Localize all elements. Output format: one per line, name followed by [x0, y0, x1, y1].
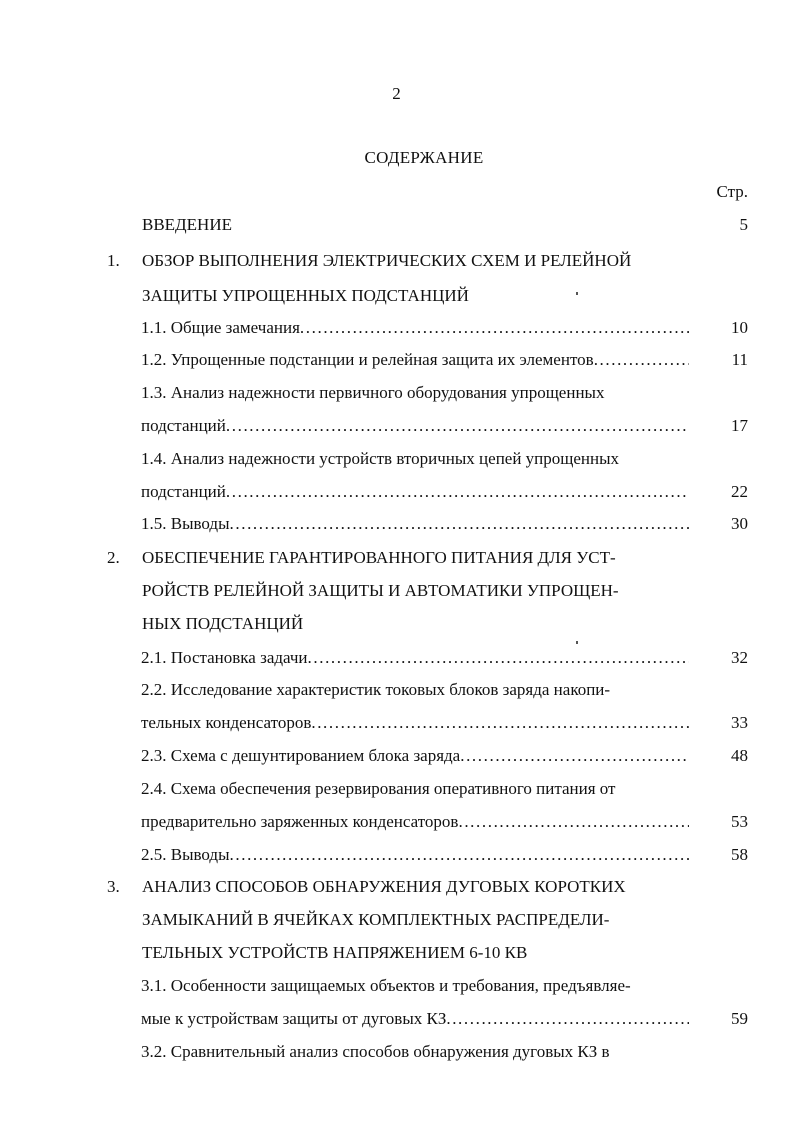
entry-text: 2.5. Выводы: [141, 845, 230, 864]
toc-entry-3-1: [0, 975, 793, 997]
leader-line: [141, 481, 689, 503]
toc-section-2: [0, 547, 793, 569]
toc-section-2-cont2: [0, 613, 793, 635]
page-column-header: Стр.: [716, 182, 748, 201]
dot-leader: [230, 513, 689, 535]
toc-entry-3-2: [0, 1041, 793, 1063]
entry-text-line1: 1.4. Анализ надежности устройств вторичных цепей упрощенных: [141, 449, 620, 468]
entry-text: 1.1. Общие замечания: [141, 318, 300, 337]
leader-line: [141, 317, 689, 339]
entry-page: 30: [731, 514, 748, 533]
entry-text: 1.2. Упрощенные подстанции и релейная защита их элементов: [141, 350, 594, 369]
dot-leader: [458, 811, 689, 833]
dot-leader: [460, 745, 689, 767]
entry-text-line1: 3.2. Сравнительный анализ способов обнаружения дуговых КЗ в: [141, 1042, 610, 1061]
toc-entry-2-4: [0, 778, 793, 800]
section-number: 1.: [107, 251, 120, 270]
leader-line: [141, 647, 689, 669]
leader-line: [141, 712, 689, 734]
toc-title: СОДЕРЖАНИЕ: [364, 148, 484, 167]
dot-leader: [594, 349, 689, 371]
dot-leader: [226, 481, 689, 503]
section-title-line3: НЫХ ПОДСТАНЦИЙ: [142, 614, 304, 633]
toc-section-3-cont: [0, 909, 793, 931]
entry-page: 59: [731, 1009, 748, 1028]
toc-entry-2-2: [0, 679, 793, 701]
toc-entry-1-2: [0, 349, 793, 371]
toc-entry-1-1: [0, 317, 793, 339]
entry-page: 10: [731, 318, 748, 337]
section-title-line1: АНАЛИЗ СПОСОБОВ ОБНАРУЖЕНИЯ ДУГОВЫХ КОРОТКИХ: [142, 877, 626, 896]
toc-section-1-cont: [0, 285, 793, 307]
dot-leader: [230, 844, 689, 866]
toc-entry-1-4-cont: [0, 481, 793, 503]
toc-section-3: [0, 876, 793, 898]
entry-text-line2: мые к устройствам защиты от дуговых КЗ: [141, 1009, 447, 1028]
scan-speck: [576, 292, 578, 295]
section-title-line2: ЗАМЫКАНИЙ В ЯЧЕЙКАХ КОМПЛЕКТНЫХ РАСПРЕДЕЛИ-: [142, 910, 610, 929]
entry-text-line2: предварительно заряженных конденсаторов: [141, 812, 459, 831]
section-title-line3: ТЕЛЬНЫХ УСТРОЙСТВ НАПРЯЖЕНИЕМ 6-10 КВ: [142, 943, 528, 962]
section-number: 2.: [107, 548, 120, 567]
section-title-line2: ЗАЩИТЫ УПРОЩЕННЫХ ПОДСТАНЦИЙ: [142, 286, 469, 305]
toc-section-1: [0, 250, 793, 272]
toc-entry-2-3: [0, 745, 793, 767]
leader-line: [141, 349, 689, 371]
toc-section-3-cont2: [0, 942, 793, 964]
toc-entry-1-3-cont: [0, 415, 793, 437]
leader-line: [141, 811, 689, 833]
entry-text: 1.5. Выводы: [141, 514, 230, 533]
toc-entry-introduction: [0, 214, 793, 236]
entry-page: 22: [731, 482, 748, 501]
entry-page: 11: [731, 350, 748, 369]
toc-entry-1-3: [0, 382, 793, 404]
entry-text-line1: 1.3. Анализ надежности первичного оборудования упрощенных: [141, 383, 605, 402]
section-title-line1: ОБЕСПЕЧЕНИЕ ГАРАНТИРОВАННОГО ПИТАНИЯ ДЛЯ УСТ-: [142, 548, 616, 567]
entry-text-line1: 3.1. Особенности защищаемых объектов и требования, предъявляе-: [141, 976, 631, 995]
toc-entry-3-1-cont: [0, 1008, 793, 1030]
toc-section-2-cont: [0, 580, 793, 602]
entry-text-line2: подстанций: [141, 416, 226, 435]
entry-text-line1: 2.2. Исследование характеристик токовых блоков заряда накопи-: [141, 680, 611, 699]
leader-line: [141, 844, 689, 866]
entry-text: 2.3. Схема с дешунтированием блока заряда: [141, 746, 461, 765]
dot-leader: [226, 415, 689, 437]
leader-line: [141, 513, 689, 535]
section-title-line2: РОЙСТВ РЕЛЕЙНОЙ ЗАЩИТЫ И АВТОМАТИКИ УПРОЩЕН-: [142, 581, 619, 600]
dot-leader: [446, 1008, 689, 1030]
dot-leader: [300, 317, 689, 339]
toc-entry-2-2-cont: [0, 712, 793, 734]
section-title-line1: ОБЗОР ВЫПОЛНЕНИЯ ЭЛЕКТРИЧЕСКИХ СХЕМ И РЕЛЕЙНОЙ: [142, 251, 632, 270]
toc-entry-1-5: [0, 513, 793, 535]
entry-page: 5: [739, 215, 748, 234]
entry-page: 32: [731, 648, 748, 667]
toc-entry-2-4-cont: [0, 811, 793, 833]
toc-entry-2-5: [0, 844, 793, 866]
entry-page: 33: [731, 713, 748, 732]
entry-page: 58: [731, 845, 748, 864]
scan-speck: [576, 641, 578, 644]
entry-text: 2.1. Постановка задачи: [141, 648, 308, 667]
entry-page: 53: [731, 812, 748, 831]
toc-entry-2-1: [0, 647, 793, 669]
entry-text-line1: 2.4. Схема обеспечения резервирования оперативного питания от: [141, 779, 616, 798]
section-number: 3.: [107, 877, 120, 896]
leader-line: [141, 415, 689, 437]
page-number: 2: [392, 84, 401, 103]
entry-text-line2: тельных конденсаторов: [141, 713, 312, 732]
entry-text-line2: подстанций: [141, 482, 226, 501]
leader-line: [141, 1008, 689, 1030]
entry-page: 48: [731, 746, 748, 765]
leader-line: [141, 745, 689, 767]
dot-leader: [308, 647, 689, 669]
dot-leader: [311, 712, 689, 734]
entry-page: 17: [731, 416, 748, 435]
entry-text: ВВЕДЕНИЕ: [142, 215, 232, 234]
toc-entry-1-4: [0, 448, 793, 470]
